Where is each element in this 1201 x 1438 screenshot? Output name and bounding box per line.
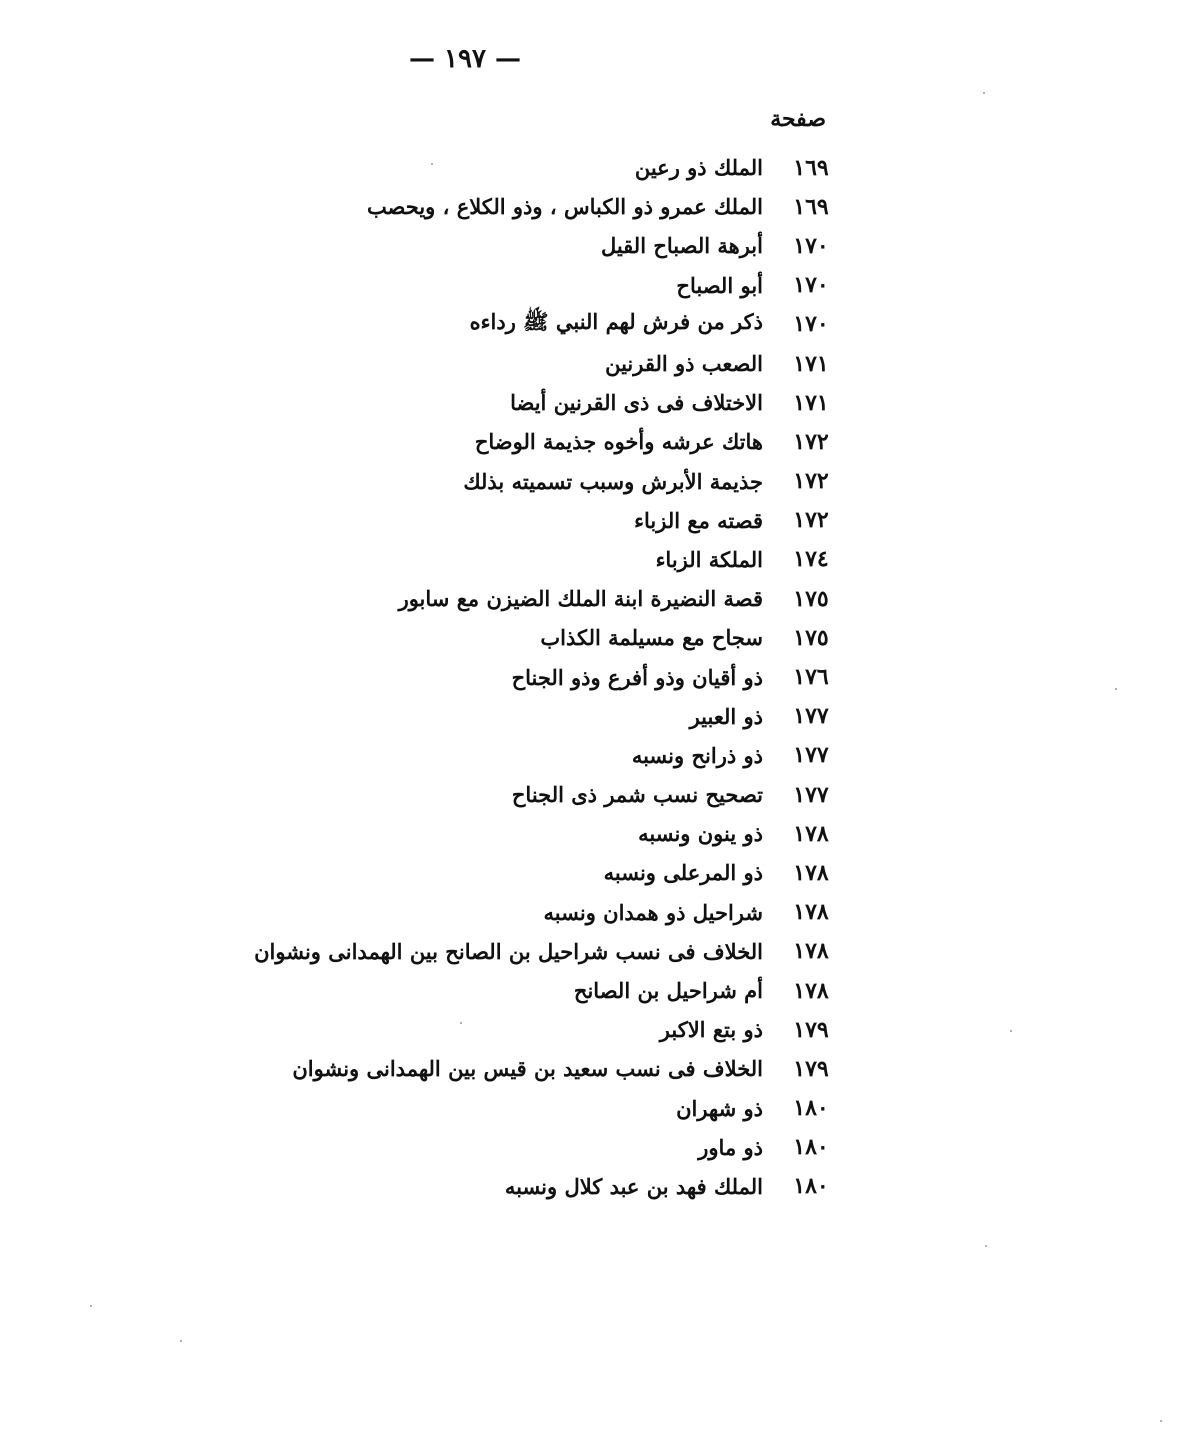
table-of-contents	[254, 148, 841, 1206]
toc-entry-title: ذو ينون ونسبه	[638, 821, 763, 847]
toc-entry-page-number: ١٧٥	[793, 585, 829, 612]
toc-entry-page-number: ١٧٨	[793, 820, 829, 847]
toc-entry-page-number: ١٧٠	[793, 311, 829, 338]
toc-entry	[281, 344, 841, 383]
toc-entry	[281, 1167, 841, 1206]
toc-entry-title: جذيمة الأبرش وسبب تسميته بذلك	[463, 468, 763, 494]
toc-entry	[281, 579, 841, 618]
toc-entry-page-number: ١٧٧	[793, 781, 829, 808]
toc-entry-title: ذكر من فرش لهم النبي ﷺ رداءه	[469, 308, 763, 334]
toc-entry-page-number: ١٧٥	[793, 624, 829, 651]
toc-entry-page-number: ١٨٠	[793, 1095, 829, 1122]
toc-entry-title: ذو ماور	[698, 1134, 763, 1160]
toc-entry	[281, 1089, 841, 1128]
toc-entry-title: الملك ذو رعين	[634, 155, 763, 181]
scan-speck	[180, 1340, 182, 1342]
toc-entry	[281, 775, 841, 814]
toc-entry-page-number: ١٧٧	[793, 703, 829, 730]
toc-entry	[281, 814, 841, 853]
toc-entry-page-number: ١٧٤	[793, 546, 829, 573]
toc-entry-page-number: ١٧٠	[793, 232, 829, 259]
page-column-header: صفحة	[770, 106, 826, 132]
toc-entry	[281, 853, 841, 892]
toc-entry	[281, 736, 841, 775]
toc-entry-title: الملكة الزباء	[655, 546, 763, 572]
page-number: — ١٩٧ —	[408, 44, 522, 74]
toc-entry-page-number: ١٧٨	[793, 859, 829, 886]
toc-entry-title: سجاح مع مسيلمة الكذاب	[540, 625, 763, 651]
toc-entry-title: الخلاف فى نسب شراحيل بن الصانح بين الهمدانى ونشوان	[254, 938, 763, 964]
toc-entry-page-number: ١٧٢	[793, 468, 829, 495]
toc-entry	[281, 383, 841, 422]
toc-entry-page-number: ١٨٠	[793, 1134, 829, 1161]
toc-entry-page-number: ١٧٢	[793, 507, 829, 534]
scan-speck	[985, 1245, 987, 1247]
toc-entry-title: أبرهة الصباح القيل	[600, 233, 763, 259]
toc-entry-page-number: ١٧٦	[793, 664, 829, 691]
toc-entry-page-number: ١٧١	[793, 350, 829, 377]
toc-entry-title: ذو ذرانح ونسبه	[631, 742, 763, 768]
toc-entry	[281, 540, 841, 579]
scan-speck	[460, 1022, 462, 1024]
toc-entry-title: ذو العبير	[689, 703, 763, 729]
scan-speck	[1160, 1420, 1162, 1422]
toc-entry-page-number: ١٧٢	[793, 428, 829, 455]
toc-entry-title: الملك فهد بن عبد كلال ونسبه	[504, 1173, 763, 1199]
toc-entry-title: ذو المرعلى ونسبه	[603, 860, 763, 886]
toc-entry-title: قصته مع الزباء	[634, 507, 763, 533]
toc-entry-page-number: ١٧٠	[793, 272, 829, 299]
scan-speck	[90, 1305, 92, 1307]
toc-entry-title: قصة النضيرة ابنة الملك الضيزن مع سابور	[398, 586, 763, 612]
scan-speck	[1115, 688, 1117, 690]
toc-entry	[281, 697, 841, 736]
toc-entry-title: أم شراحيل بن الصانح	[573, 978, 763, 1004]
toc-entry-title: الاختلاف فى ذى القرنين أيضا	[510, 390, 763, 416]
toc-entry-title: ذو بتع الاكبر	[659, 1017, 763, 1043]
toc-entry-page-number: ١٧٨	[793, 977, 829, 1004]
toc-entry-title: شراحيل ذو همدان ونسبه	[543, 899, 763, 925]
scan-speck	[1010, 1030, 1012, 1032]
toc-entry-title: هاتك عرشه وأخوه جذيمة الوضاح	[474, 429, 763, 455]
toc-entry-title: الصعب ذو القرنين	[605, 351, 763, 377]
toc-entry	[254, 932, 841, 971]
toc-entry	[281, 148, 841, 187]
toc-entry-page-number: ١٧١	[793, 389, 829, 416]
toc-entry-title: أبو الصباح	[676, 272, 763, 298]
toc-entry-page-number: ١٧٩	[793, 1055, 829, 1082]
toc-entry-page-number: ١٨٠	[793, 1173, 829, 1200]
toc-entry-page-number: ١٧٨	[793, 899, 829, 926]
toc-entry-title: ذو شهران	[676, 1095, 763, 1121]
toc-entry-title: الخلاف فى نسب سعيد بن قيس بين الهمدانى ونشوان	[292, 1056, 763, 1082]
toc-entry	[281, 305, 841, 344]
toc-entry	[281, 1010, 841, 1049]
toc-entry	[281, 657, 841, 696]
toc-entry	[281, 1128, 841, 1167]
toc-entry	[281, 266, 841, 305]
toc-entry	[281, 1049, 841, 1088]
toc-entry-page-number: ١٧٨	[793, 938, 829, 965]
toc-entry-page-number: ١٧٩	[793, 1016, 829, 1043]
toc-entry-page-number: ١٦٩	[793, 154, 829, 181]
toc-entry	[281, 618, 841, 657]
scan-speck	[431, 163, 433, 165]
toc-entry-title: الملك عمرو ذو الكباس ، وذو الكلاع ، ويحصب	[366, 194, 763, 220]
toc-entry	[281, 226, 841, 265]
toc-entry-page-number: ١٧٧	[793, 742, 829, 769]
scan-speck	[983, 92, 985, 94]
toc-entry-page-number: ١٦٩	[793, 193, 829, 220]
toc-entry	[281, 187, 841, 226]
toc-entry	[281, 501, 841, 540]
toc-entry-title: تصحيح نسب شمر ذى الجناح	[511, 782, 763, 808]
toc-entry	[281, 893, 841, 932]
toc-entry-title: ذو أقيان وذو أفرع وذو الجناح	[511, 664, 763, 690]
toc-entry	[281, 971, 841, 1010]
toc-entry	[281, 462, 841, 501]
toc-entry	[281, 422, 841, 461]
